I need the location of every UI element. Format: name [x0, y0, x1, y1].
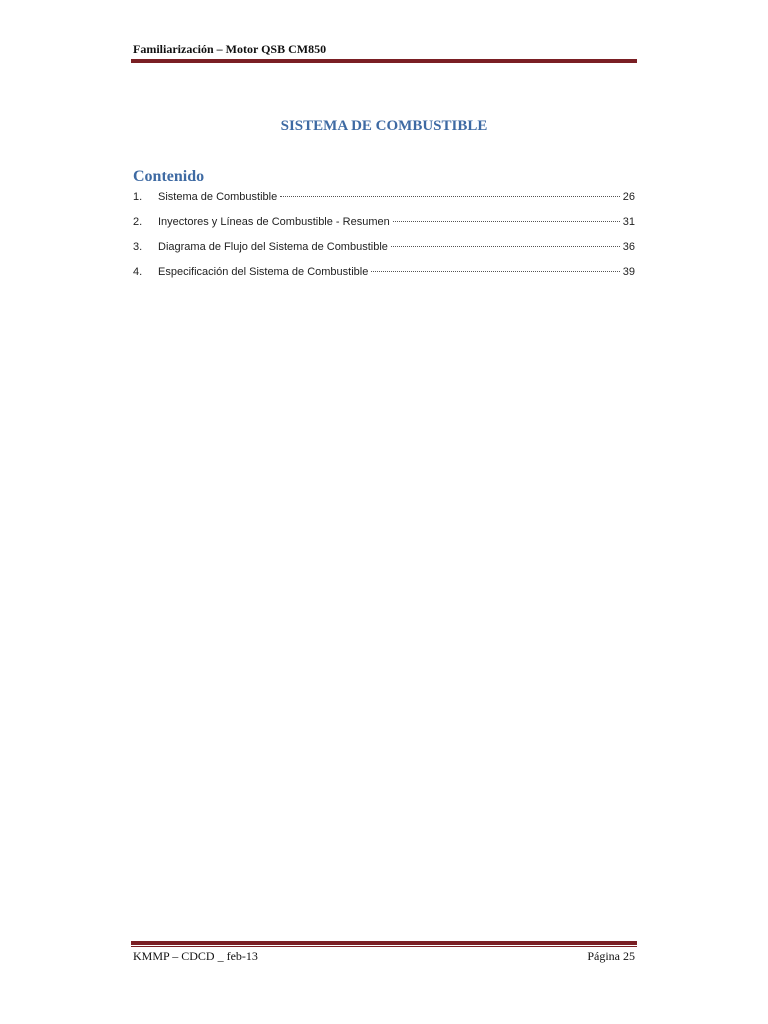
footer-rule — [131, 941, 637, 945]
document-title: SISTEMA DE COMBUSTIBLE — [280, 118, 488, 134]
toc-item-page[interactable]: 39 — [622, 266, 635, 278]
toc-item-number: 3. — [133, 241, 143, 253]
toc-item-number: 2. — [133, 216, 143, 228]
toc-heading: Contenido — [133, 168, 205, 185]
header-rule — [131, 59, 637, 63]
toc-item-number: 4. — [133, 266, 143, 278]
header-title: Familiarización – Motor QSB CM850 — [133, 42, 327, 56]
toc-item[interactable] — [133, 266, 635, 291]
toc-item-page[interactable]: 26 — [622, 191, 635, 203]
footer-left-text: KMMP – CDCD _ feb-13 — [133, 949, 258, 963]
toc-item-label[interactable]: Especificación del Sistema de Combustible — [158, 266, 369, 278]
toc-item-label[interactable]: Inyectores y Líneas de Combustible - Resumen — [158, 216, 390, 228]
toc-item-page[interactable]: 36 — [622, 241, 635, 253]
toc-item[interactable] — [133, 191, 635, 216]
toc-item-label[interactable]: Sistema de Combustible — [158, 191, 278, 203]
toc-item-number: 1. — [133, 191, 143, 203]
toc-item[interactable] — [133, 241, 635, 266]
toc-item-page[interactable]: 31 — [622, 216, 635, 228]
toc-item[interactable] — [133, 216, 635, 241]
table-of-contents — [133, 191, 635, 291]
page-number: Página 25 — [587, 949, 635, 963]
toc-leader-dots — [393, 221, 620, 222]
toc-leader-dots — [280, 196, 620, 197]
toc-leader-dots — [371, 271, 619, 272]
toc-leader-dots — [391, 246, 620, 247]
toc-item-label[interactable]: Diagrama de Flujo del Sistema de Combustible — [158, 241, 388, 253]
footer-rule-thin — [131, 946, 637, 947]
